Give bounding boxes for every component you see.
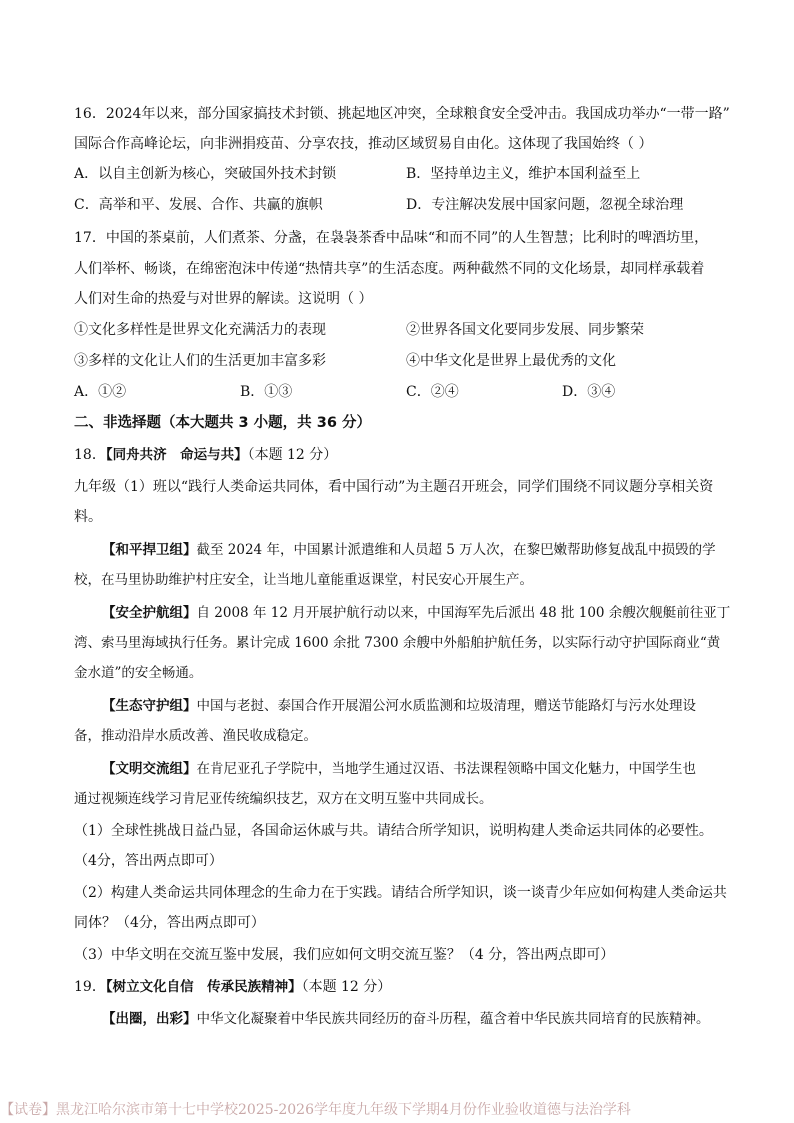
q17-stem-line3: 人们对生命的热爱与对世界的解读。这说明（ ）: [74, 291, 373, 307]
q17-statement-4: ④中华文化是世界上最优秀的文化: [406, 353, 616, 369]
q18-group4-line2: 通过视频连线学习肯尼亚传统编织技艺，双方在文明互鉴中共同成长。: [74, 791, 493, 807]
q18-group1-tag: 【和平捍卫组】: [102, 542, 197, 558]
q16-option-d: D．专注解决发展中国家问题，忽视全球治理: [406, 197, 684, 213]
q18-group3-text: 中国与老挝、泰国合作开展湄公河水质监测和垃圾清理，赠送节能路灯与污水处理设: [196, 698, 696, 714]
q18-group2-line3: 金水道”的安全畅通。: [74, 665, 203, 681]
footer-source: 【试卷】黑龙江哈尔滨市第十七中学校2025-2026学年度九年级下学期4月份作业验收道德与法治学科: [0, 1102, 631, 1118]
q17-option-d: D．③④: [562, 384, 616, 400]
q18-sub2-line1: （2）构建人类命运共同体理念的生命力在于实践。请结合所学知识，谈一谈青少年应如何构建人类命运共: [74, 885, 727, 901]
q18-sub1-line2: （4分，答出两点即可）: [74, 853, 223, 869]
q18-group2-text: 自 2008 年 12 月开展护航行动以来，中国海军先后派出 48 批 100 余艘次舰艇前往亚丁: [196, 605, 731, 621]
q18-group2-tag: 【安全护航组】: [102, 605, 197, 621]
q17-statement-3: ③多样的文化让人们的生活更加丰富多彩: [74, 353, 326, 369]
q18-group1-line1: [102, 540, 716, 560]
q18-group4-text: 在肯尼亚孔子学院中，当地学生通过汉语、书法课程领略中国文化魅力，中国学生也: [196, 761, 696, 777]
q18-group4-tag: 【文明交流组】: [102, 761, 197, 777]
q17-option-b: B．①③: [240, 384, 293, 400]
q18-group3-line1: [102, 696, 696, 716]
q19-para1-tag: 【出圈，出彩】: [102, 1011, 197, 1027]
q18-score: （本题 12 分）: [247, 447, 338, 463]
q17-stem-line1: 17．中国的茶桌前，人们煮茶、分盏，在袅袅茶香中品味“和而不同”的人生智慧；比利时的啤酒坊里，: [74, 230, 709, 246]
q18-number: 18．: [74, 447, 106, 463]
q16-option-b: B．坚持单边主义，维护本国利益至上: [406, 166, 641, 182]
q17-option-a: A．①②: [74, 384, 127, 400]
q16-option-c: C．高举和平、发展、合作、共赢的旗帜: [74, 197, 323, 213]
q18-sub3-line1: （3）中华文明在交流互鉴中发展，我们应如何文明交流互鉴？（4 分，答出两点即可）: [74, 947, 615, 963]
q16-option-a: A．以自主创新为核心，突破国外技术封锁: [74, 166, 337, 182]
q19-para1-line1: [102, 1009, 710, 1029]
q18-group1-text: 截至 2024 年，中国累计派遣维和人员超 5 万人次，在黎巴嫩帮助修复战乱中损毁的学: [196, 542, 716, 558]
q18-heading: [74, 445, 337, 465]
section-heading: 二、非选择题（本大题共 3 小题，共 36 分）: [74, 415, 371, 431]
q17-stem-line2: 人们举杯、畅谈，在绵密泡沫中传递“热情共享”的生活态度。两种截然不同的文化场景，却同样承载着: [74, 261, 705, 277]
q19-heading: [74, 977, 391, 997]
q18-group2-line1: [102, 603, 730, 623]
q18-group1-line2: 校，在马里协助维护村庄安全，让当地儿童能重返课堂，村民安心开展生产。: [74, 572, 533, 588]
q18-sub1-line1: （1）全球性挑战日益凸显，各国命运休戚与共。请结合所学知识，说明构建人类命运共同体的必要性。: [74, 823, 713, 839]
q18-group3-tag: 【生态守护组】: [102, 698, 197, 714]
q19-score: （本题 12 分）: [301, 979, 392, 995]
q18-intro-line1: 九年级（1）班以“践行人类命运共同体，看中国行动”为主题召开班会，同学们围绕不同议题分享相关资: [74, 479, 714, 495]
q17-statement-1: ①文化多样性是世界文化充满活力的表现: [74, 322, 326, 338]
q18-intro-line2: 料。: [74, 509, 102, 525]
q19-para1-text: 中华文化凝聚着中华民族共同经历的奋斗历程，蕴含着中华民族共同培育的民族精神。: [196, 1011, 710, 1027]
q18-sub2-line2: 同体？（4分，答出两点即可）: [74, 915, 265, 931]
q17-option-c: C．②④: [406, 384, 459, 400]
q19-title: 【树立文化自信 传承民族精神】: [105, 979, 302, 995]
q18-group2-line2: 湾、索马里海域执行任务。累计完成 1600 余批 7300 余艘中外船舶护航任务，以实际行动守护国际商业“黄: [74, 635, 721, 651]
q16-stem-line1: 16．2024年以来，部分国家搞技术封锁、挑起地区冲突，全球粮食安全受冲击。我国成功举办“一带一路”: [74, 106, 730, 122]
q18-group3-line2: 备，推动沿岸水质改善、渔民收成稳定。: [74, 728, 317, 744]
q19-number: 19．: [74, 979, 106, 995]
q17-statement-2: ②世界各国文化要同步发展、同步繁荣: [406, 322, 644, 338]
q18-title: 【同舟共济 命运与共】: [105, 447, 248, 463]
q18-group4-line1: [102, 759, 696, 779]
q16-stem-line2: 国际合作高峰论坛，向非洲捐疫苗、分享农技，推动区域贸易自由化。这体现了我国始终（ ）: [74, 136, 653, 152]
